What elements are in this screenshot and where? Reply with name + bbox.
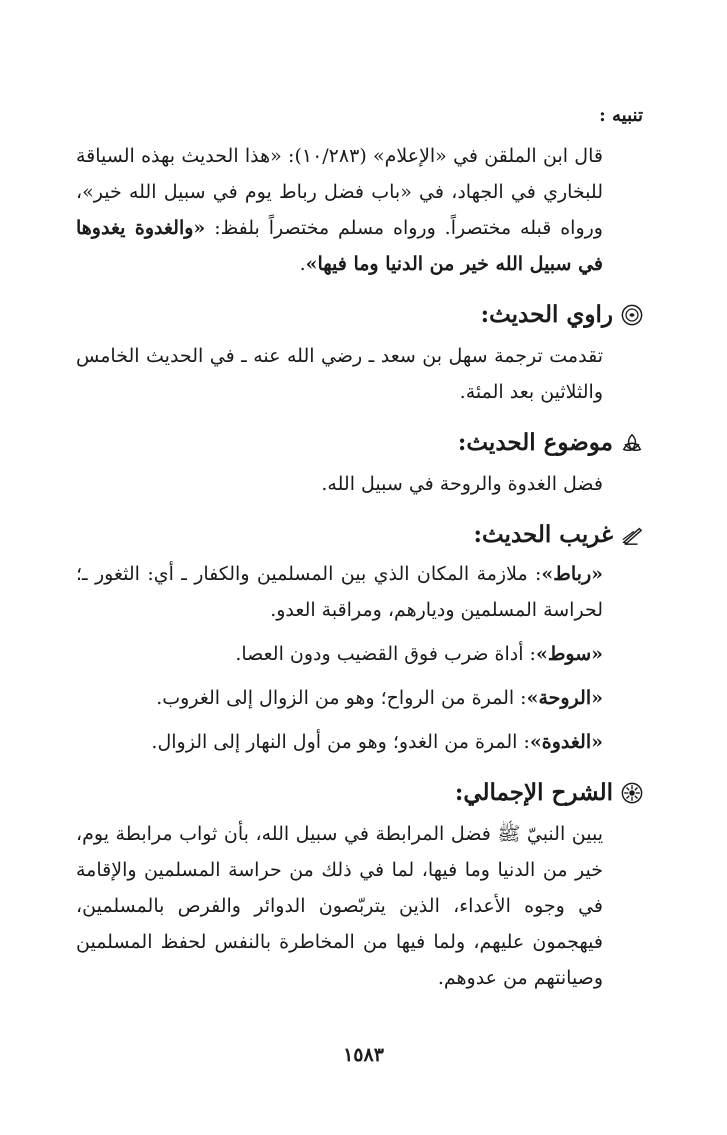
topic-text: فضل الغدوة والروحة في سبيل الله. bbox=[321, 473, 603, 495]
vocab-item bbox=[76, 636, 643, 672]
note-quote: «والغدوة يغدوها في سبيل الله خير من الدنيا وما فيها» bbox=[76, 217, 603, 275]
vocab-heading bbox=[76, 518, 643, 552]
narrator-text: تقدمت ترجمة سهل بن سعد ـ رضي الله عنه ـ في الحديث الخامس والثلاثين بعد المئة. bbox=[76, 345, 603, 403]
summary-heading bbox=[76, 776, 643, 810]
vocab-item bbox=[76, 724, 643, 760]
summary-heading-text: الشرح الإجمالي: bbox=[454, 779, 613, 806]
vocab-term: «الغدوة» bbox=[529, 731, 603, 753]
narrator-heading bbox=[76, 298, 643, 332]
vocab-definition: : المرة من الغدو؛ وهو من أول النهار إلى الزوال. bbox=[151, 731, 530, 753]
narrator-section bbox=[76, 298, 643, 410]
topic-section bbox=[76, 426, 643, 502]
triquetra-icon bbox=[621, 432, 643, 454]
narrator-heading-text: راوي الحديث: bbox=[480, 301, 613, 328]
vocab-section bbox=[76, 518, 643, 760]
vocab-item bbox=[76, 556, 643, 628]
rosette-icon bbox=[621, 782, 643, 804]
page-number: ١٥٨٣ bbox=[343, 1044, 384, 1066]
vocab-definition: : أداة ضرب فوق القضيب ودون العصا. bbox=[235, 643, 536, 665]
vocab-heading-text: غريب الحديث: bbox=[473, 521, 613, 548]
summary-text: يبين النبيّ ﷺ فضل المرابطة في سبيل الله، بأن ثواب مرابطة يوم، خير من الدنيا وما فيها، لما في ذلك من حراسة المسلمين والإقامة في وجوه الأعداء، الذين يتربّصون الدوائر والفرص بالمسلمين، فيهجمون عليهم، ولما فيها من المخاطرة بالنفس لحفظ المسلمين وصيانتهم من عدوهم. bbox=[76, 823, 603, 989]
vocab-definition: : ملازمة المكان الذي بين المسلمين والكفار ـ أي: الثغور ـ؛ لحراسة المسلمين وديارهم، ومراقبة العدو. bbox=[76, 563, 603, 621]
topic-heading bbox=[76, 426, 643, 460]
topic-heading-text: موضوع الحديث: bbox=[457, 429, 613, 456]
page-content bbox=[76, 98, 643, 996]
summary-section bbox=[76, 776, 643, 996]
note-title: تنبيه : bbox=[599, 105, 643, 126]
vocab-item bbox=[76, 680, 643, 716]
vocab-definition: : المرة من الرواح؛ وهو من الزوال إلى الغروب. bbox=[156, 687, 527, 709]
vocab-term: «الروحة» bbox=[526, 687, 603, 709]
vocab-term: «رباط» bbox=[541, 563, 603, 585]
emblem-icon bbox=[621, 304, 643, 326]
note-text: قال ابن الملقن في «الإعلام» (١٠/٢٨٣): «هذا الحديث بهذه السياقة للبخاري في الجهاد، في «باب فضل رباط يوم في سبيل الله خير»، ورواه قبله مختصراً. ورواه مسلم مختصراً بلفظ: bbox=[76, 145, 603, 239]
note-end: . bbox=[299, 253, 306, 275]
vocab-term: «سوط» bbox=[535, 643, 603, 665]
pen-icon bbox=[621, 524, 643, 546]
note-paragraph bbox=[76, 138, 643, 282]
